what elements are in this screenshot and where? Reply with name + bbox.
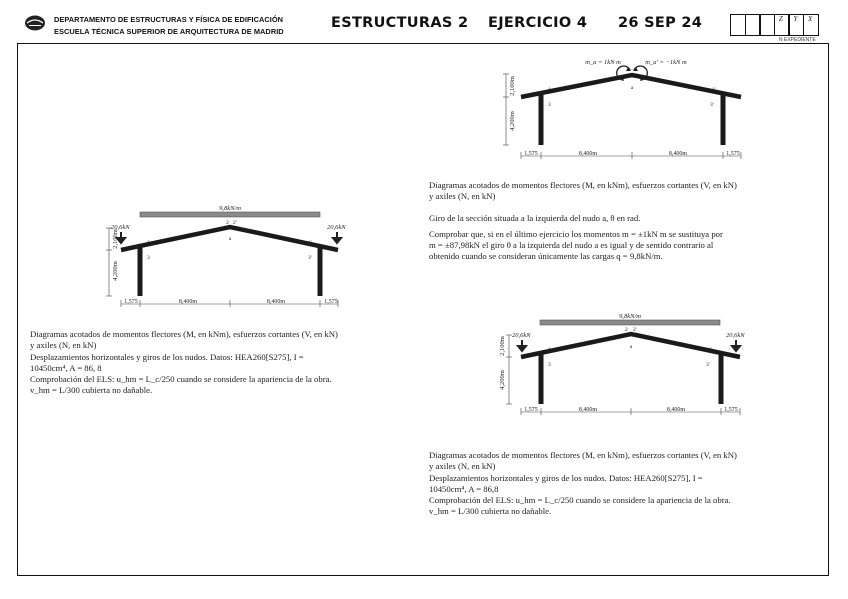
right-bottom-statement [429,450,811,518]
dim-label: 1,575 [124,299,138,305]
expediente-box-x[interactable]: X [803,14,819,36]
department-line: DEPARTAMENTO DE ESTRUCTURAS Y FÍSICA DE EDIFICACIÓN [54,15,284,24]
dim-label: 8,400m [668,151,688,157]
statement-line: y axiles (N, en kN) [429,461,496,472]
statement-line: Diagramas acotados de momentos flectores (M, en kNm), esfuerzos cortantes (V, en kN) [429,180,737,190]
distributed-load-bar [540,320,720,325]
node-label-1p: 1' [308,240,312,246]
dim-label: 8,400m [178,299,198,305]
node-label-2: 2 [226,220,229,226]
node-label-1: 1 [548,87,551,93]
height-bottom-label: 4,200m [509,111,516,131]
dim-label: 1,575 [724,407,738,413]
dim-label: 8,400m [578,407,598,413]
height-top-label: 2,100m [112,229,119,249]
statement-line: v_hm = L/300 cubierta no dañable. [429,506,552,517]
node-label-3: 3 [548,102,551,108]
statement-line: m = ±87,98kN el giro θ a la izquierda del nudo a es igual y de sentido contrario al [429,240,714,251]
node-label-a: a [629,344,633,350]
node-label-3: 3 [548,362,551,368]
node-label-1p: 1' [712,87,716,93]
dim-label: 8,400m [666,407,686,413]
point-load-right-label: 20,6kN [726,332,745,339]
statement-line: Desplazamientos horizontales y giros de los nudos. Datos: HEA260[S275], I = [429,472,703,483]
statement-line: Comprobar que, si en el último ejercicio los momentos m = ±1kN m se sustituya por [429,228,723,239]
moment-right-label: m_a' = −1kN m [645,59,687,66]
statement-line: Comprobación del ELS: u_hm = L_c/250 cuando se considere la apariencia de la obra. [30,374,332,385]
statement-line: Desplazamientos horizontales y giros de los nudos. Datos: HEA260[S275], I = [30,351,304,362]
statement-line: Diagramas acotados de momentos flectores (M, en kNm), esfuerzos cortantes (V, en kN) [30,329,338,339]
exercise-title: EJERCICIO 4 [488,15,588,31]
moment-left-label: m_a = 1kN m [585,59,621,66]
statement-line: 10450cm⁴, A = 86, 8 [30,362,102,373]
statement-line: Diagramas acotados de momentos flectores (M, en kNm), esfuerzos cortantes (V, en kN) [429,450,737,460]
dim-label: 1,575 [524,407,538,413]
node-label-a: a [228,236,232,242]
expediente-label: N EXPEDIENTE [779,37,816,43]
statement-line: v_hm = L/300 cubierta no dañable. [30,385,153,396]
point-load-right-label: 20,6kN [327,224,346,231]
statement-line: 10450cm⁴, A = 86,8 [429,483,499,494]
point-load-left-label: 20,6kN [111,224,130,231]
node-label-3: 3 [147,255,150,261]
statement-line: y axiles (N, en kN) [429,191,496,202]
height-top-label: 2,100m [499,336,506,356]
node-label-3p: 3' [710,102,714,108]
dim-label: 1,575 [726,151,740,157]
node-label-2: 2 [625,327,628,333]
date-title: 26 SEP 24 [618,15,703,31]
dim-label: 1,575 [324,299,338,305]
distributed-load-label: 9,8kN/m [619,313,641,320]
height-bottom-label: 4,200m [112,261,119,281]
statement-line: obtenido cuando se consideran únicamente las cargas q = 9,8kN/m. [429,251,663,262]
node-label-2p: 2' [233,220,237,226]
statement-line: Giro de la sección situada a la izquierda del nudo a, θ en rad. [429,212,641,223]
dim-label: 8,400m [266,299,286,305]
node-label-1: 1 [147,240,150,246]
point-load-right-arrow-icon [732,340,740,351]
point-load-left-arrow-icon [518,340,526,351]
point-load-left-label: 20,6kN [512,332,531,339]
node-label-3p: 3' [706,362,710,368]
dim-label: 1,575 [524,151,538,157]
node-label-a: a [630,85,634,91]
school-line: ESCUELA TÉCNICA SUPERIOR DE ARQUITECTURA DE MADRID [54,27,284,36]
statement-line: y axiles (N, en kN) [30,340,97,351]
expediente-box-z[interactable]: Z [774,14,790,36]
node-label-3p: 3' [308,255,312,261]
height-top-label: 2,100m [509,76,516,96]
statement-line: Comprobación del ELS: u_hm = L_c/250 cuando se considere la apariencia de la obra. [429,495,731,506]
node-label-1: 1 [548,347,551,353]
node-label-2p: 2' [633,327,637,333]
node-label-1p: 1' [708,347,712,353]
course-title: ESTRUCTURAS 2 [331,15,469,31]
dim-label: 8,400m [578,151,598,157]
height-bottom-label: 4,200m [499,370,506,390]
distributed-load-label: 9,8kN/m [219,205,241,212]
expediente-box-y[interactable]: Y [788,14,804,36]
